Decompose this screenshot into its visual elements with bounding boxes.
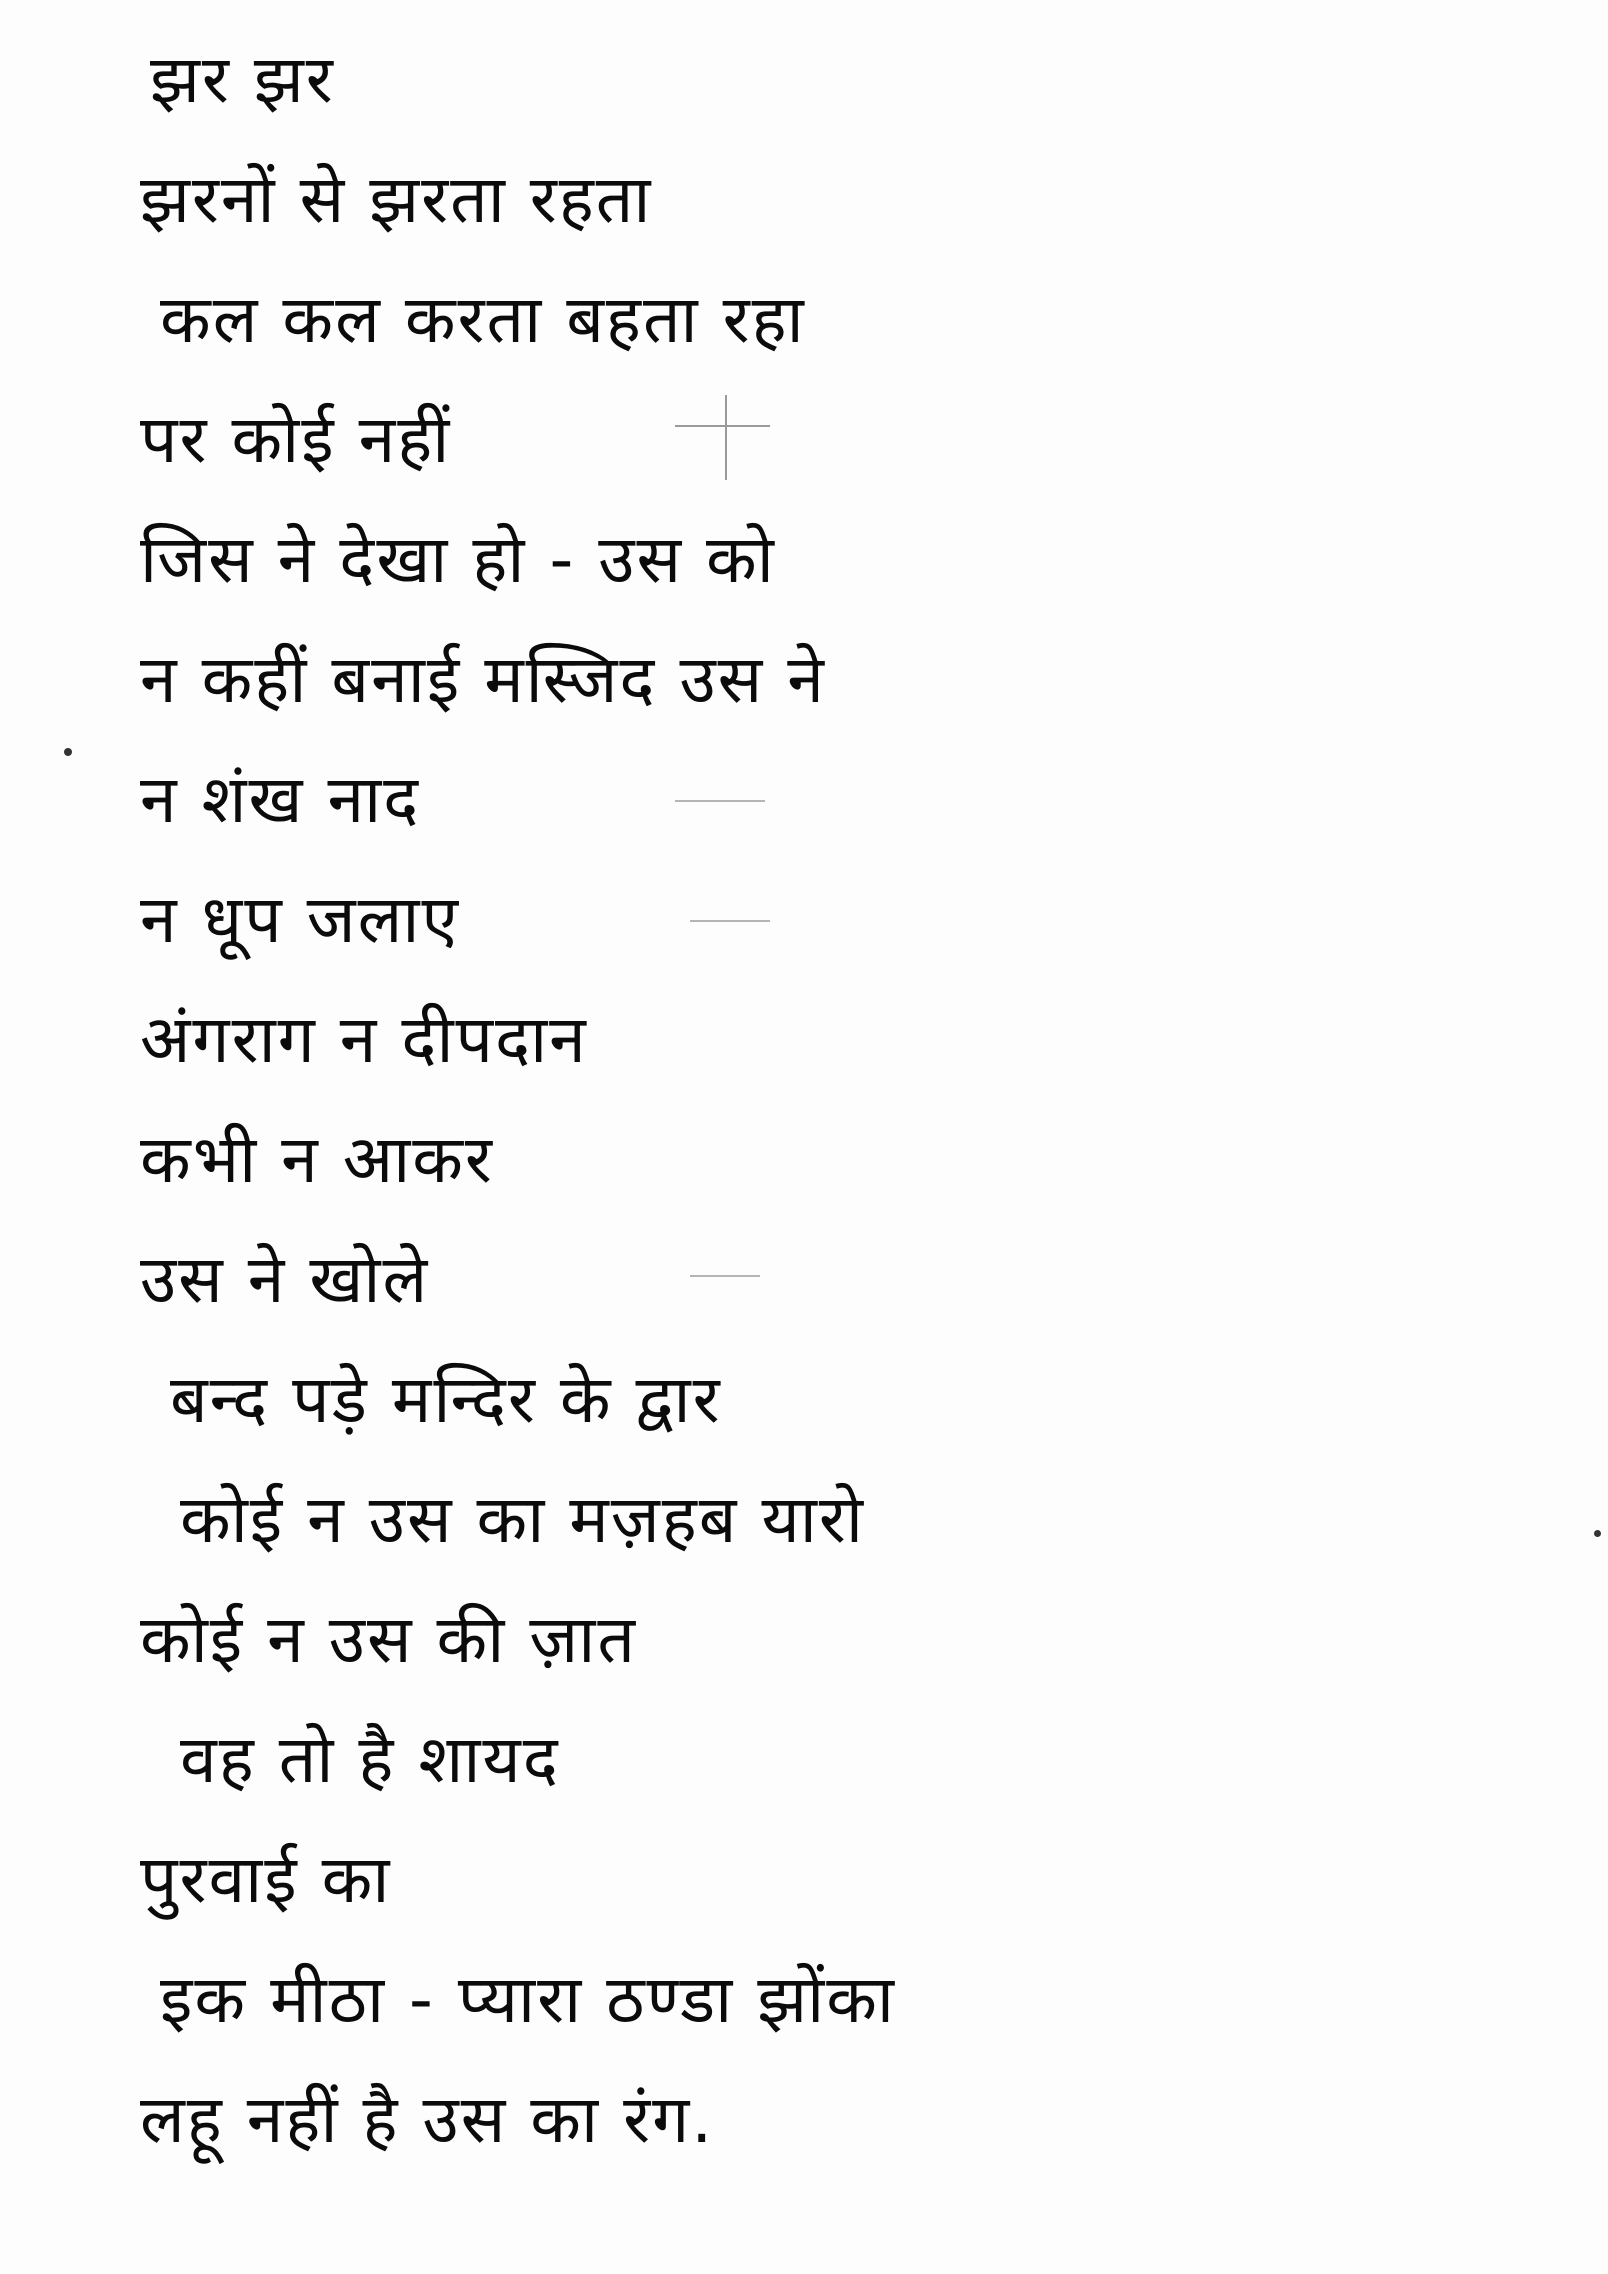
poem-line: जिस ने देखा हो - उस को <box>140 521 776 598</box>
poem-line: पर कोई नहीं <box>140 401 452 478</box>
poem-line: न शंख नाद <box>140 761 421 838</box>
poem-line: पुरवाई का <box>140 1841 392 1918</box>
poem-line: वह तो है शायद <box>180 1721 560 1798</box>
poem-line: अंगराग न दीपदान <box>140 1001 588 1078</box>
ink-speck <box>1594 1530 1601 1537</box>
poem-line: लहू नहीं है उस का रंग. <box>140 2081 715 2158</box>
poem-line: न धूप जलाए <box>140 881 460 958</box>
poem <box>140 20 1460 2180</box>
poem-line: इक मीठा - प्यारा ठण्डा झोंका <box>160 1961 897 2038</box>
poem-line: कोई न उस की ज़ात <box>140 1601 637 1678</box>
poem-line: कल कल करता बहता रहा <box>160 281 806 358</box>
poem-line: झरनों से झरता रहता <box>140 161 653 238</box>
poem-line: कोई न उस का मज़हब यारो <box>180 1481 865 1558</box>
poem-line: न कहीं बनाई मस्जिद उस ने <box>140 641 826 718</box>
poem-line: कभी न आकर <box>140 1121 494 1198</box>
poem-line: उस ने खोले <box>140 1241 430 1318</box>
poem-line: बन्द पड़े मन्दिर के द्वार <box>170 1361 722 1438</box>
poem-line: झर झर <box>150 41 335 118</box>
ink-speck <box>64 748 72 756</box>
